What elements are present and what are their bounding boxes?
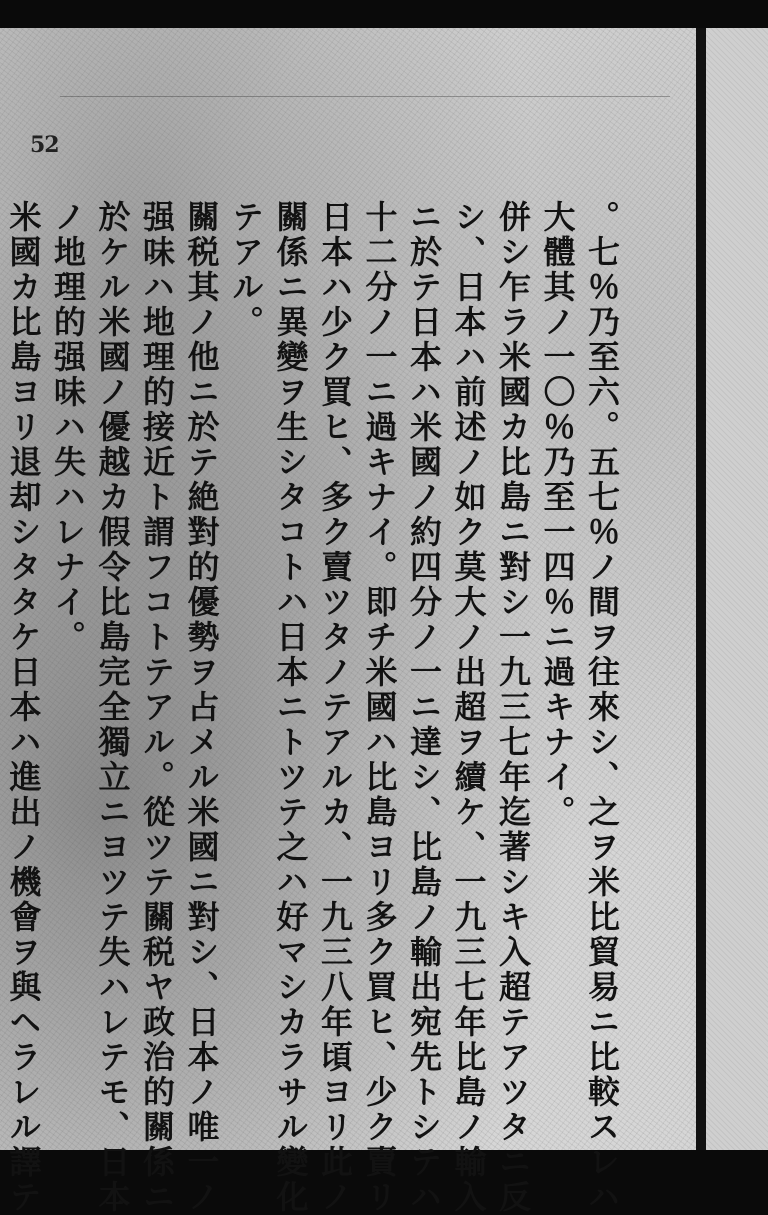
text-line: 關係ニ異變ヲ生シタコトハ日本ニトツテ之ハ好マシカラサル變化 <box>271 200 310 1215</box>
text-line: 十二分ノ一ニ過キナイ。即チ米國ハ比島ヨリ多ク買ヒ、少ク賣リ <box>360 200 399 1215</box>
vertical-text-body <box>4 200 624 1215</box>
page-number: 52 <box>30 132 59 158</box>
text-line: 大體其ノ一〇％乃至一四％ニ過キナイ。 <box>538 200 577 830</box>
text-line: 强味ハ地理的接近ト謂フコトテアル。從ツテ關税ヤ政治的關係ニ <box>138 200 176 1215</box>
text-line: 米國カ比島ヨリ退却シタタケ日本ハ進出ノ機會ヲ與ヘラレル譯テ <box>4 200 43 1215</box>
text-line: 關税其ノ他ニ於テ絶對的優勢ヲ占メル米國ニ對シ、日本ノ唯一ノ <box>182 200 221 1215</box>
text-line: ノ地理的强味ハ失ハレナイ。 <box>49 200 87 655</box>
text-line: 日本ハ少ク買ヒ、多ク賣ツタノテアルカ、一九三八年頃ヨリ此ノ <box>316 200 354 1215</box>
text-line: ニ於テ日本ハ米國ノ約四分ノ一ニ達シ、比島ノ輸出宛先トシテハ <box>405 200 443 1215</box>
text-line: 。七％乃至六。五七％ノ間ヲ往來シ、之ヲ米比貿易ニ比較スレハ <box>583 200 621 1215</box>
book-gutter <box>696 28 706 1150</box>
facing-page-edge <box>706 28 768 1150</box>
text-line: 併シ乍ラ米國カ比島ニ對シ一九三七年迄著シキ入超テアツタニ反 <box>494 200 532 1215</box>
header-rule <box>60 96 670 97</box>
text-line: テアル。 <box>227 200 265 340</box>
text-line: シ、日本ハ前述ノ如ク莫大ノ出超ヲ續ケ、一九三七年比島ノ輸入 <box>449 200 488 1215</box>
text-line: 於ケル米國ノ優越カ假令比島完全獨立ニヨツテ失ハレテモ、日本 <box>93 200 132 1215</box>
